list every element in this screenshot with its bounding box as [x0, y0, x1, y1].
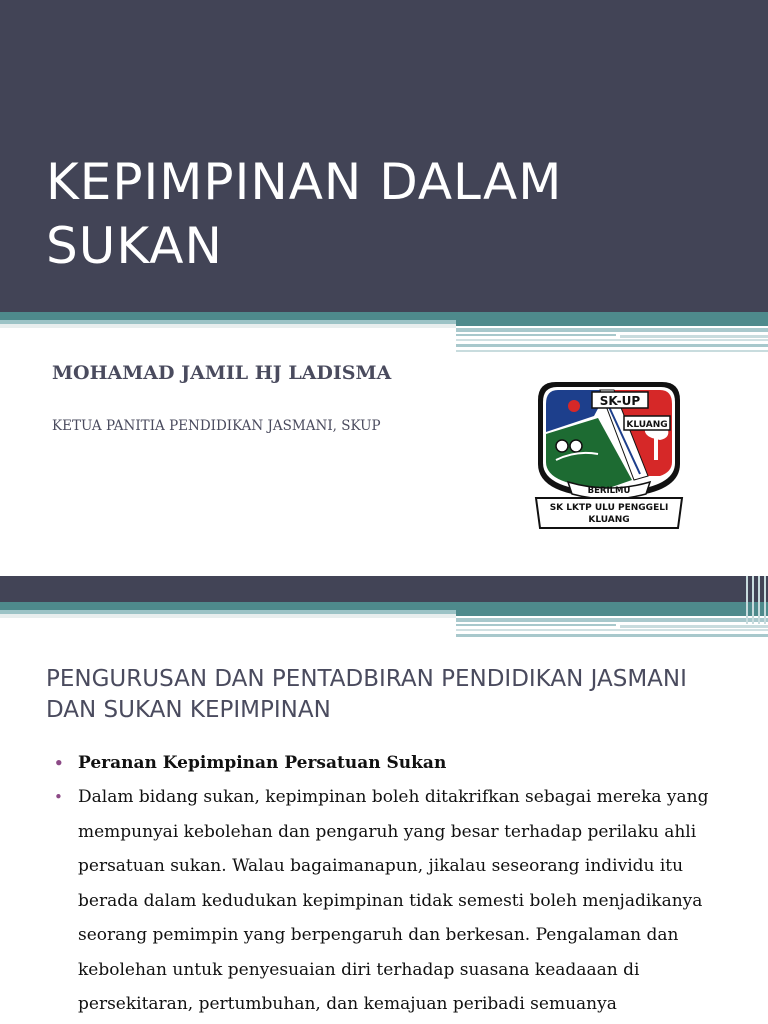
- author-role: KETUA PANITIA PENDIDIKAN JASMANI, SKUP: [52, 418, 381, 434]
- logo-town-label: KLUANG: [626, 420, 668, 430]
- list-item: [52, 748, 732, 778]
- bullet-dot-icon: •: [54, 754, 64, 772]
- bullet-list: [52, 748, 732, 1024]
- logo-top-label: SK-UP: [599, 394, 641, 408]
- decorative-stripes-2: [0, 602, 768, 650]
- logo-banner-line1: SK LKTP ULU PENGGELI: [549, 503, 669, 513]
- bullet-text: Dalam bidang sukan, kepimpinan boleh ditakrifkan sebagai mereka yang mempunyai kebolehan dan pengaruh yang besar terhadap perilaku ahli persatuan sukan. Walau bagaimanapun, jikalau seseorang individu itu berada dalam kedudukan kepimpinan tidak semesti boleh menjadikanya seorang pemimpin yang berpengaruh dan berkesan. Pengalaman dan kebolehan untuk penyesuaian diri terhadap suasana keadaaan di persekitaran, pertumbuhan, dan kemajuan peribadi semuanya: [78, 787, 709, 1014]
- author-name: MOHAMAD JAMIL HJ LADISMA: [52, 362, 392, 384]
- slide-title: KEPIMPINAN DALAM SUKAN: [46, 153, 563, 275]
- logo-banner-line2: KLUANG: [588, 515, 630, 525]
- bullet-text: Peranan Kepimpinan Persatuan Sukan: [78, 753, 447, 773]
- content-header-band: [0, 576, 768, 602]
- content-heading: PENGURUSAN DAN PENTADBIRAN PENDIDIKAN JASMANI DAN SUKAN KEPIMPINAN: [46, 666, 687, 723]
- scroll-edge-marks: [744, 576, 768, 624]
- logo-motto: BERILMU: [587, 486, 631, 496]
- school-logo: [528, 376, 690, 532]
- content-slide: [0, 576, 768, 1024]
- decorative-stripes: [0, 312, 768, 360]
- bullet-dot-icon: •: [54, 788, 63, 806]
- list-item: [52, 780, 732, 1022]
